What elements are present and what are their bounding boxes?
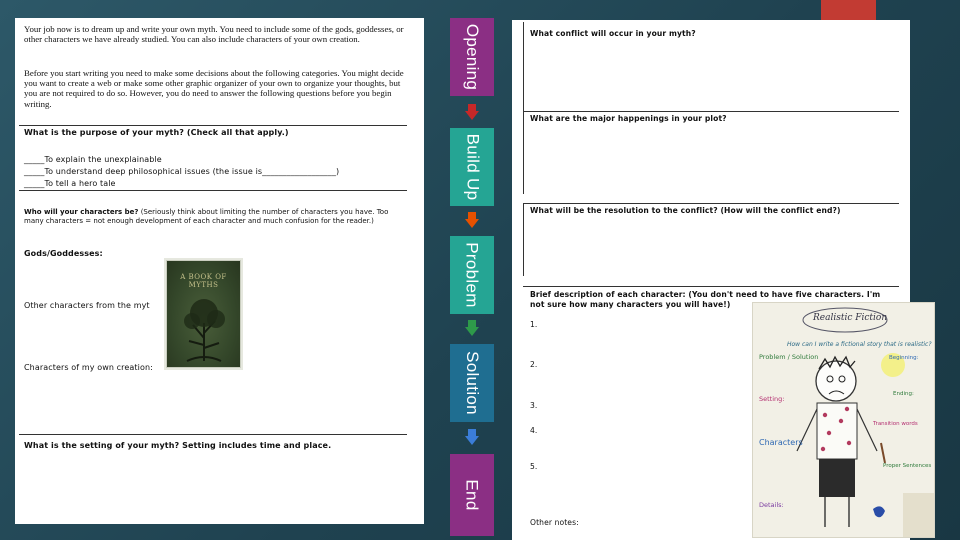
margin-line [523,22,524,112]
resolution-question: What will be the resolution to the conflict? (How will the conflict end?) [530,206,841,215]
character-number: 2. [530,360,538,369]
realistic-fiction-anchor-chart-photo [752,302,935,538]
down-arrow-icon [465,104,479,120]
plot-question: What are the major happenings in your plot? [530,114,727,123]
characters-question-block [24,208,404,225]
anchor-chart-label: Characters [759,438,803,447]
step-build-up [450,128,494,206]
anchor-chart-label: Details: [759,501,784,509]
step-solution [450,344,494,422]
characters-note: (Seriously think about limiting the number of characters you have. Too many characters = not enough development of each character and much confusion for the reader.) [24,208,389,225]
myth-planning-worksheet-left [15,18,424,524]
book-of-myths-image [166,260,241,368]
step-end [450,454,494,536]
character-number: 5. [530,462,538,471]
character-number: 3. [530,401,538,410]
step-problem [450,236,494,314]
step-opening [450,18,494,96]
other-characters-label: Other characters from the myt [24,301,150,310]
down-arrow-icon [465,429,479,445]
anchor-chart-label: Beginning: [889,355,919,361]
divider [19,125,407,126]
anchor-chart-label: Setting: [759,395,785,403]
characters-question: Who will your characters be? [24,208,139,216]
character-number: 1. [530,320,538,329]
characters-prompt: Brief description of each character: (You don't need to have five characters. I'm not sure how many characters you will have!) [530,290,881,309]
step-label: Solution [463,351,482,415]
gods-label: Gods/Goddesses: [24,249,103,258]
anchor-chart-label: Proper Sentences [883,463,932,469]
divider [523,286,899,287]
divider [523,111,899,112]
instructions-paragraph: Before you start writing you need to make some decisions about the following categories. You might decide you want to create a web or make some other graphic organizer of your own to organize your thoughts, but you are not required to do so. However, you do need to answer the following questions before you begin writing. [24,68,404,109]
divider [19,434,407,435]
tree-illustration [179,293,229,363]
anchor-chart-title: Realistic Fiction [813,313,888,323]
down-arrow-icon [465,320,479,336]
step-label: End [463,479,482,511]
anchor-chart-label: Problem / Solution [759,353,819,361]
setting-question: What is the setting of your myth? Setting includes time and place. [24,441,332,450]
anchor-chart-question: How can I write a fictional story that is realistic? [787,341,932,348]
intro-paragraph: Your job now is to dream up and write your own myth. You need to include some of the gods, goddesses, or other characters we have already studied. You can also include characters of your own creation. [24,24,404,45]
purpose-option: _____To understand deep philosophical issues (the issue is__________________) [24,167,340,176]
anchor-chart-label: Ending: [893,391,914,397]
margin-line [523,112,524,194]
down-arrow-icon [465,212,479,228]
character-number: 4. [530,426,538,435]
corner-accent-bar [821,0,876,20]
divider [523,203,899,204]
own-characters-label: Characters of my own creation: [24,363,153,372]
purpose-question: What is the purpose of your myth? (Check all that apply.) [24,128,289,137]
step-label: Problem [463,242,482,308]
other-notes-label: Other notes: [530,518,579,527]
divider [19,190,407,191]
step-label: Opening [463,23,482,91]
anchor-chart-label: Transition words [873,421,918,427]
margin-line [523,204,524,276]
purpose-option: _____To explain the unexplainable [24,155,162,164]
book-title: A BOOK OF MYTHS [180,273,227,289]
purpose-option: _____To tell a hero tale [24,179,116,188]
step-label: Build Up [463,133,482,201]
conflict-question: What conflict will occur in your myth? [530,29,696,38]
